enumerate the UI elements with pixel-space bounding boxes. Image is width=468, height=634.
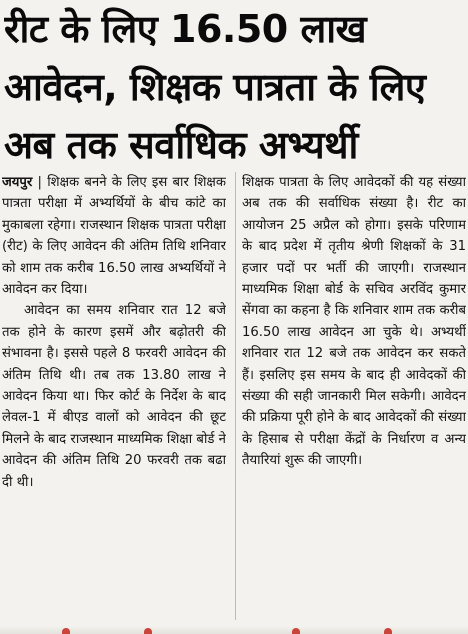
- bottom-page-edge: [0, 626, 468, 634]
- dateline-separator: |: [32, 175, 48, 190]
- decorative-mark: [384, 628, 392, 634]
- article-column-1: [2, 172, 226, 624]
- paragraph: [2, 172, 226, 300]
- paragraph: शिक्षक पात्रता के लिए आवेदकों की यह संख्या अब तक की सर्वाधिक संख्या है। रीट का आयोजन 25 अप्रैल को होगा। इसके परिणाम के बाद प्रदेश में तृतीय श्रेणी शिक्षकों के 31 हजार पदों पर भर्ती की जाएगी। राजस्थान माध्यमिक शिक्षा बोर्ड के सचिव अरविंद कुमार सेंगवा का कहना है कि शनिवार शाम तक करीब 16.50 लाख आवेदन आ चुके थे। अभ्यर्थी शनिवार रात 12 बजे तक आवेदन कर सकते हैं। इसलिए इस समय के बाद ही आवेदकों की संख्या की सही जानकारी मिल सकेगी। आवेदन की प्रक्रिया पूरी होने के बाद आवेदकों की संख्या के हिसाब से परीक्षा केंद्रों के निर्धारण व अन्य तैयारियां शुरू की जाएगी।: [242, 175, 466, 469]
- headline-line-3: अब तक सर्वाधिक अभ्यर्थी: [4, 123, 358, 167]
- decorative-mark: [62, 628, 70, 634]
- paragraph: आवेदन का समय शनिवार रात 12 बजे तक होने के कारण इसमें और बढ़ोतरी की संभावना है। इससे पहले 8 फरवरी आवेदन की अंतिम तिथि थी। तब तक 13.80 लाख ने आवेदन किया था। फिर कोर्ट के निर्देश के बाद लेवल-1 में बीएड वालों को आवेदन की छूट मिलने के बाद राजस्थान माध्यमिक शिक्षा बोर्ड ने आवेदन की अंतिम तिथि 20 फरवरी तक बढा दी थी।: [2, 303, 226, 490]
- headline: [4, 0, 466, 174]
- decorative-mark: [144, 628, 152, 634]
- dateline: जयपुर: [2, 175, 33, 190]
- decorative-mark: [292, 628, 300, 634]
- article-body: [2, 172, 466, 624]
- headline-line-1: रीट के लिए 16.50 लाख: [4, 7, 367, 51]
- paragraph-text: शिक्षक बनने के लिए इस बार शिक्षक पात्रता परीक्षा में अभ्यर्थियों के बीच कांटे का मुकाबला रहेगा। राजस्थान शिक्षक पात्रता परीक्षा (रीट) के लिए आवेदन की अंतिम तिथि शनिवार को शाम तक करीब 16.50 लाख अभ्यर्थियों ने आवेदन कर दिया।: [2, 175, 226, 298]
- article-column-2: [242, 172, 466, 624]
- headline-line-2: आवेदन, शिक्षक पात्रता के लिए: [4, 65, 426, 109]
- column-divider: [235, 172, 236, 620]
